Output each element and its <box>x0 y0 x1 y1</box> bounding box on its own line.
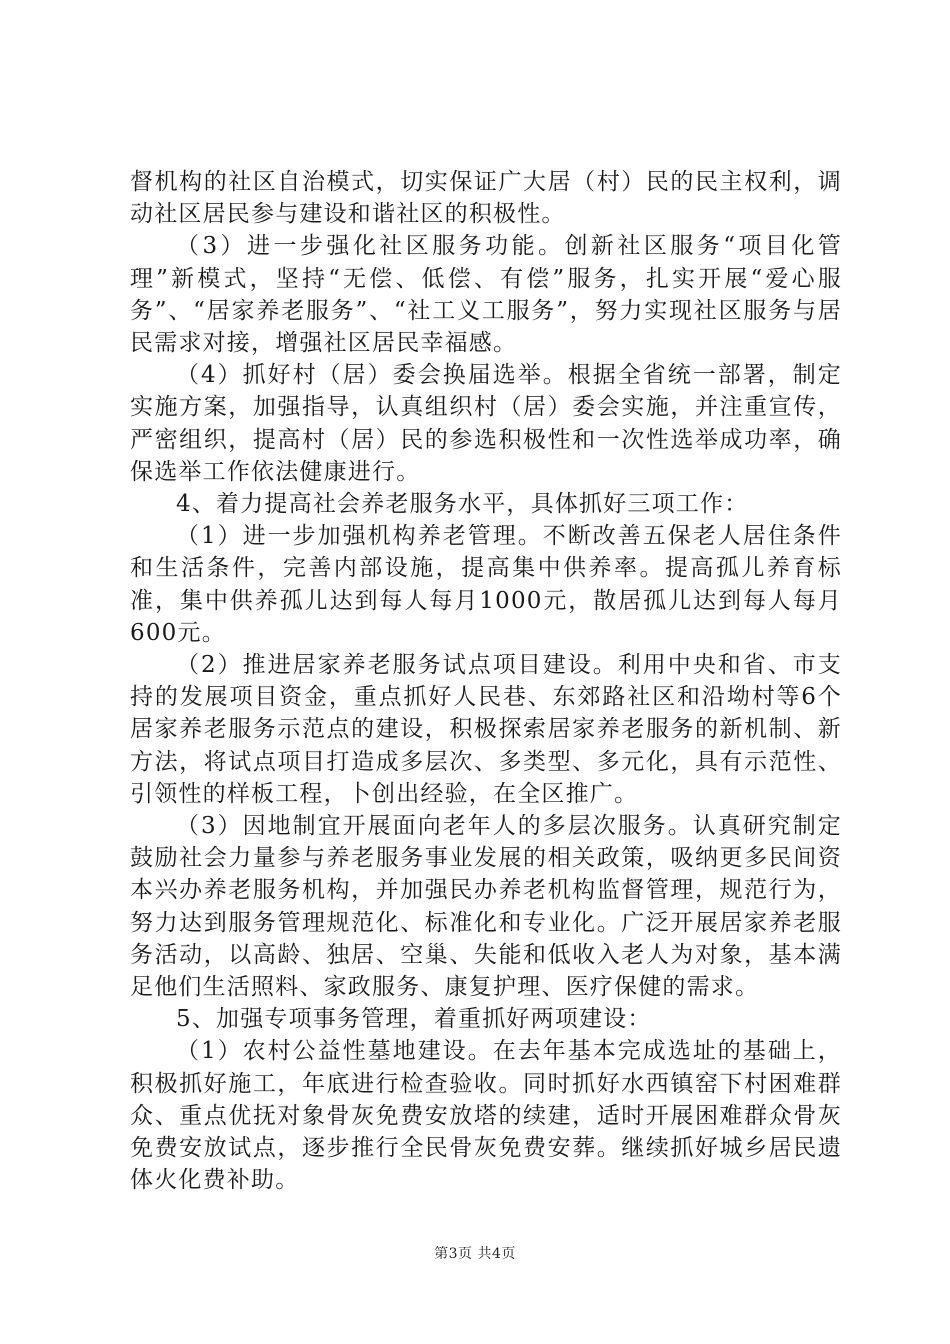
paragraph-community-service: （3）进一步强化社区服务功能。创新社区服务“项目化管理”新模式，坚持“无偿、低偿、有偿”服务，扎实开展“爱心服务”、“居家养老服务”、“社工义工服务”，努力实现社区服务与居民需求对接，增强社区居民幸福感。 <box>130 233 842 357</box>
paragraph-continuation: 督机构的社区自治模式，切实保证广大居（村）民的民主权利，调动社区居民参与建设和谐社区的积极性。 <box>130 169 842 228</box>
heading-elderly-care: 4、着力提高社会养老服务水平，具体抓好三项工作： <box>176 491 749 518</box>
heading-special-affairs: 5、加强专项事务管理，着重抓好两项建设： <box>176 1006 652 1033</box>
paragraph-election: （4）抓好村（居）委会换届选举。根据全省统一部署，制定实施方案，加强指导，认真组织村（居）委会实施，并注重宣传，严密组织，提高村（居）民的参选积极性和一次性选举成功率，确保选举工作依法健康进行。 <box>130 362 842 485</box>
paragraph-institutional-care: （1）进一步加强机构养老管理。不断改善五保老人居住条件和生活条件，完善内部设施，提高集中供养率。提高孤儿养育标准，集中供养孤儿达到每人每月1000元，散居孤儿达到每人每月600元。 <box>130 523 842 646</box>
page-number-footer: 第3页 共4页 <box>434 1246 516 1262</box>
paragraph-multilevel-services: （3）因地制宜开展面向老年人的多层次服务。认真研究制定鼓励社会力量参与养老服务事业发展的相关政策，吸纳更多民间资本兴办养老服务机构，并加强民办养老机构监督管理，规范行为，努力达到服务管理规范化、标准化和专业化。广泛开展居家养老服务活动，以高龄、独居、空巢、失能和低收入老人为对象，基本满足他们生活照料、家政服务、康复护理、医疗保健的需求。 <box>130 813 842 1001</box>
paragraph-home-care-pilot: （2）推进居家养老服务试点项目建设。利用中央和省、市支持的发展项目资金，重点抓好人民巷、东郊路社区和沿坳村等6个居家养老服务示范点的建设，积极探索居家养老服务的新机制、新方法，将试点项目打造成多层次、多类型、多元化，具有示范性、引领性的样板工程，卜创出经验，在全区推广。 <box>130 652 842 807</box>
paragraph-cemetery: （1）农村公益性墓地建设。在去年基本完成选址的基础上，积极抓好施工，年底进行检查验收。同时抓好水西镇窑下村困难群众、重点优抚对象骨灰免费安放塔的续建，适时开展困难群众骨灰免费安放试点，逐步推行全民骨灰免费安葬。继续抓好城乡居民遗体火化费补助。 <box>130 1038 842 1194</box>
document-body <box>130 166 842 1197</box>
